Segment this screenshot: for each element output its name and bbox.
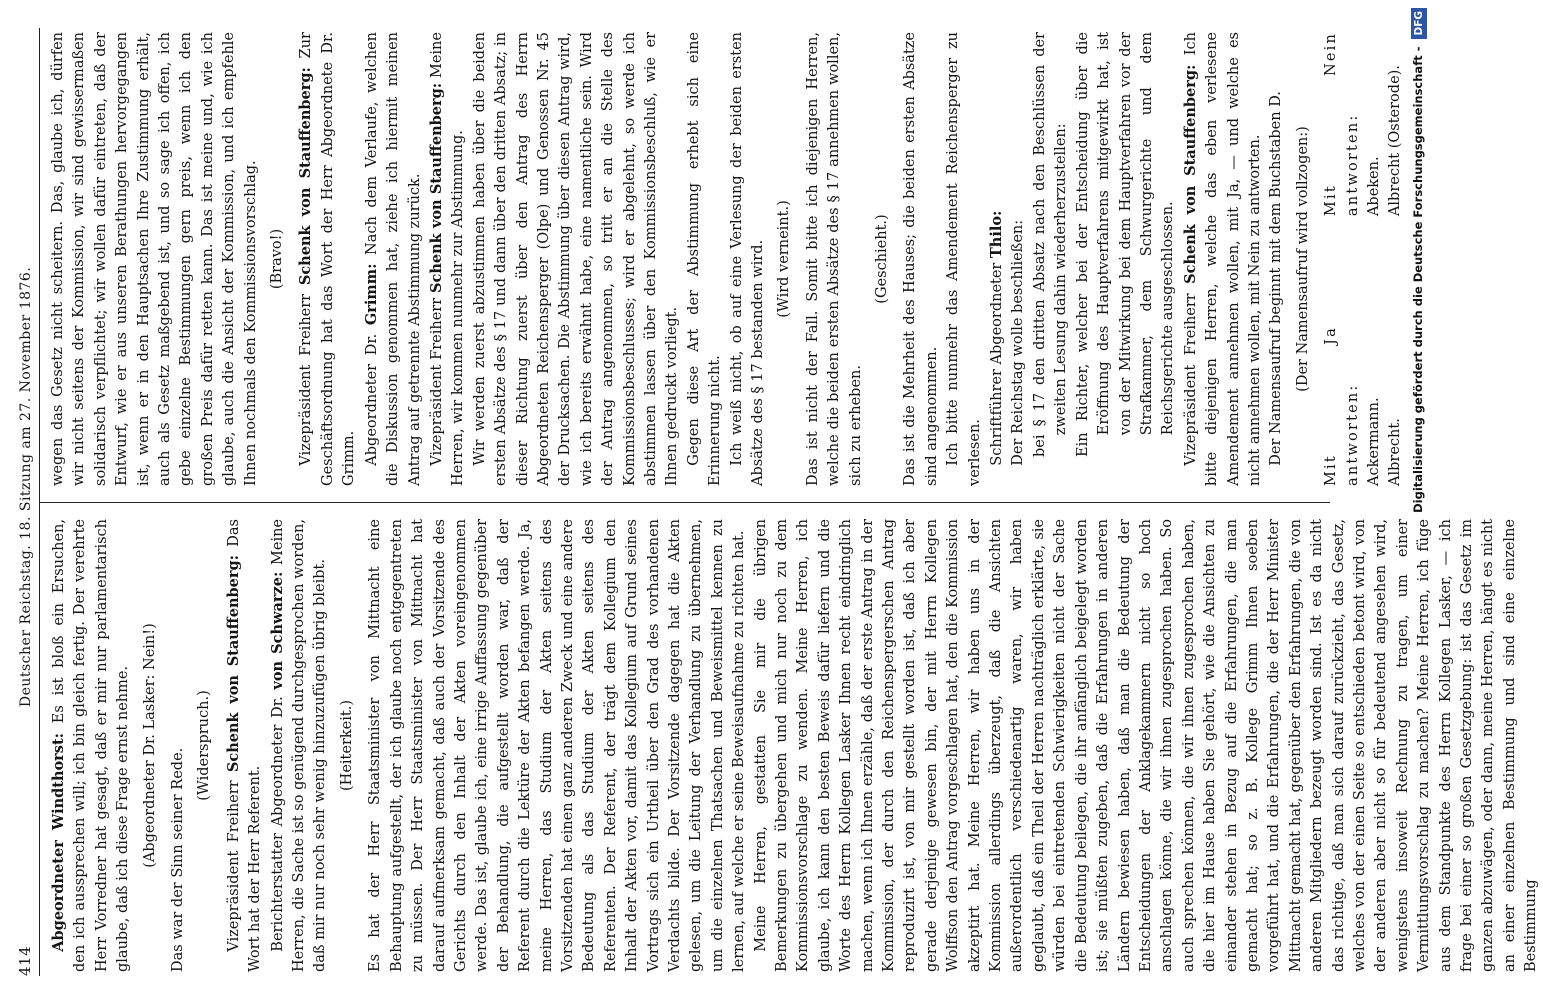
reaction: (Wird verneint.) [776,200,793,318]
paragraph: Abgeordneter Windthorst: Es ist bloß ein Ersuchen, den ich aussprechen will; ich bin gleich fertig. Der verehrte Herr Vorredner hat gesagt, daß er mir nur parlamentarisch glaube, daß ich diese Frage ernst nehme. [50,519,132,972]
paragraph: Schriftführer Abgeordneter Thilo: [988,210,1006,466]
paragraph: Berichterstatter Abgeordneter Dr. von Schwarze: Meine Herren, die Sache ist so genügend durchgesprochen worden, daß mir nur noch sehr wenig hinzuzufügen übrig bleibt. [268,518,329,972]
digitization-note [1407,8,1429,992]
roll-call-ja [1321,326,1407,486]
paragraph: Ich weiß nicht, ob auf eine Verlesung der beiden ersten Absätze des § 17 bestanden wird. [728,32,766,486]
page-number: 414 [16,945,34,976]
paragraph: Gegen diese Art der Abstimmung erhebt sich eine Erinnerung nicht. [685,32,724,486]
paragraph: Das war der Sinn seiner Rede. [170,747,187,972]
paragraph: Vizepräsident Freiherr Schenk von Stauffenberg: Ich bitte diejenigen Herren, welche das eben verlesene Amendement annehmen wollen, mit Ja, — und welche es nicht annehmen wollen, mit Nein zu antworten. [1181,32,1263,486]
roll-call [1321,32,1407,486]
left-column [40,502,1540,976]
reaction: (Der Namensaufruf wird vollzogen:) [1294,126,1311,392]
roll-call-nein [1321,32,1407,216]
interjection: (Abgeordneter Dr. Lasker: Nein!) [141,623,158,868]
paragraph: wegen das Gesetz nicht scheitern. Das, glaube ich, dürfen wir nicht seitens der Kommission, wir sind gewissermaßen solidarisch verpflichtet; wir wollen dafür eintreten, daß der Entwurf, wie er aus unseren Berathungen hervorgegangen ist, wenn er in den Hauptsachen Ihre Zustimmung erhält, auch als Gesetz maßgebend ist, und so sage ich offen, ich gebe einzelne Bestimmungen gern preis, wenn ich den großen Preis dafür retten kann. Das ist meine und, wie ich glaube, auch die Ansicht der Kommission, und ich empfehle Ihnen nochmals den Kommissionsvorschlag. [50,32,259,486]
paragraph: Es hat der Herr Staatsminister von Mittnacht eine Behauptung aufgestellt, der ich glaube noch entgegentreten zu müssen. Der Herr Staatsminister von Mittnacht hat darauf aufmerksam gemacht, daß auch der Vorsitzende des Gerichts durch den Inhalt der Akten voreingenommen werde. Das ist, glaube ich, eine irrige Auffassung gegenüber der Behandlung, die aufgestellt worden war, daß der Referent durch die Lektüre der Akten befangen werde. Ja, meine Herren, das Studium der Akten seitens des Vorsitzenden hat einen ganz anderen Zweck und eine andere Bedeutung als das Studium der Akten seitens des Referenten. Der Referent, der trägt dem Kollegium den Inhalt der Akten vor, damit das Kollegium auf Grund seines Vortrags sich ein Urtheil über den Grad des vorhandenen Verdachts bilde. Der Vorsitzende dagegen hat die Akten gelesen, um die Leitung der Verhandlung zu übernehmen, um die einzelnen Thatsachen und Beweismittel kennen zu lernen, auf welche er seine Beweisaufnahme zu richten hat. [367,519,748,972]
motion-text: bei § 17 den dritten Absatz nach den Beschlüssen der zweiten Lesung dahin wiederherzustellen: [1031,32,1070,457]
speaker-name: von Schwarze: [268,571,286,690]
speaker-name: Schenk von Stauffenberg: [297,67,315,286]
speaker-name: Thilo: [988,210,1006,259]
funding-note-text: Digitalisierung gefördert durch die Deutsche Forschungsgemeinschaft - [1411,42,1425,513]
paragraph: Der Namensaufruf beginnt mit dem Buchstaben D. [1268,91,1285,466]
paragraph: Wir werden zuerst abzustimmen haben über die beiden ersten Absätze des § 17 und dann über den dritten Absatz; in dieser Richtung zuerst über den Antrag des Herrn Abgeordneten Reichensperger (Olpe) und Genossen Nr. 45 der Drucksachen. Die Abstimmung über diesen Antrag wird, wie ich bereits erwähnt habe, eine namentliche sein. Wird der Antrag angenommen, so tritt er an die Stelle des Kommissionsbeschlusses; wird er abgelehnt, so werde ich abstimmen lassen über den Kommissionsbeschluß, wie er Ihnen gedruckt vorliegt. [471,32,681,486]
reaction: (Bravo!) [269,228,286,290]
paragraph: Abgeordneter Dr. Grimm: Nach dem Verlaufe, welchen die Diskussion genommen hat, ziehe ich hiermit meinen Antrag auf getrennte Abstimmung zurück. [362,32,423,486]
paragraph: Das ist nicht der Fall. Somit bitte ich diejenigen Herren, welche die beiden ersten Absätze des § 17 annehmen wollen, sich zu erheben. [804,32,864,486]
running-title: Deutscher Reichstag. 18. Sitzung am 27. November 1876. [18,266,34,708]
voter-name: Albrecht (Osterode). [1387,65,1404,217]
speaker-name: Schenk von Stauffenberg: [427,82,445,293]
ja-heading: Mit Ja antworten: [1323,326,1361,486]
paragraph: Das ist die Mehrheit des Hauses; die beiden ersten Absätze sind angenommen. [902,32,940,486]
voter-name: Abeken. [1365,156,1382,217]
dfg-logo: DFG [1411,8,1427,39]
paragraph: Vizepräsident Freiherr Schenk von Stauffenberg: Zur Geschäftsordnung hat das Wort der Herr Abgeordnete Dr. Grimm. [297,32,358,486]
reaction: (Geschieht.) [874,214,891,304]
paragraph: Meine Herren, gestatten Sie mir die übrigen Bemerkungen zu übergehen und mich nur noch zu dem Kommissionsvorschlage zu wenden. Meine Herren, ich glaube, ich kann den besten Beweis dafür liefern und die Worte des Herrn Kollegen Lasker Ihnen recht eindringlich machen, wenn ich Ihnen erzähle, daß der erste Antrag in der Kommission, der durch den Reichenspergerschen Antrag reproduzirt ist, von mir gestellt worden ist, daß ich aber gerade derjenige gewesen bin, der mit Herrn Kollegen Wolffson den Antrag vorgeschlagen hat, den die Kommission akzeptirt hat. Meine Herren, wir haben uns in der Kommission allerdings überzeugt, daß die Ansichten außerordentlich verschiedenartig waren, wir haben geglaubt, daß ein Theil der Herren nachträglich erklärte, sie würden bei eintretenden Schwierigkeiten nicht der Sache die Bedeutung beilegen, die ihr anfänglich beigelegt worden ist; sie müßten zugeben, daß die Erfahrungen in anderen Ländern bewiesen haben, daß man die Bedeutung der Entscheidungen der Anklagekammern nicht so hoch anschlagen könne, die wir ihnen zugesprochen haben. So auch sprechen können, die wir ihnen zugesprochen haben, die hier im Hause haben Sie gehört, wie die Ansichten zu einander stehen in Bezug auf die Erfahrungen, die man gemacht hat; so z. B. Kollege Grimm Ihnen soeben vorgeführt hat, und die Erfahrungen, die der Herr Minister Mittnacht gemacht hat, gegenüber den Erfahrungen, die von anderen Mitgliedern bezeugt worden sind. Ist es da nicht das richtige, daß man sich darauf zurückzieht, das Gesetz, welches von der einen Seite so entschieden betont wird, von der anderen aber nicht so für bedeutend angesehen wird, wenigstens insoweit Rechnung zu tragen, um einer Vermittlungsvorschlag zu machen? Meine Herren, ich füge aus dem Standpunkte des Herrn Kollegen Lasker, — ich frage bei einer so großen Gesetzgebung: ist das Gesetz im ganzen abzuwägen, oder dann, meine Herren, hängt es nicht an einer einzelnen Bestimmung und sind eine einzelne Bestimmung [752,519,1540,972]
paragraph: Vizepräsident Freiherr Schenk von Stauffenberg: Meine Herren, wir kommen nunmehr zur Abstimmung. [427,32,467,486]
reaction: (Heiterkeit.) [338,700,355,791]
paragraph: Ich bitte nunmehr das Amendement Reichensperger zu verlesen. [945,32,983,486]
motion-intro: Der Reichstag wolle beschließen: [1010,219,1027,466]
speaker-name: Schenk von Stauffenberg: [224,555,242,773]
motion-quote: Ein Richter, welcher bei der Entscheidung über die Eröffnung des Hauptverfahrens mitgewirkt hat, ist von der Mitwirkung bei dem Hauptverfahren vor der Strafkammer, dem Schwurgerichte und dem Reichsgerichte ausgeschlossen. [1074,32,1177,457]
right-column [40,28,1404,502]
speaker-name: Schenk von Stauffenberg: [1181,64,1199,284]
paragraph: Vizepräsident Freiherr Schenk von Stauffenberg: Das Wort hat der Herr Referent. [224,519,264,972]
speaker-name: Abgeordneter Windthorst: [50,732,67,952]
voter-name: Albrecht. [1387,418,1404,486]
reaction: (Widerspruch.) [196,690,213,801]
page-header [2,28,40,976]
speaker-name: Grimm: [362,263,380,326]
nein-heading: Mit Nein antworten: [1323,32,1361,217]
voter-name: Ackermann. [1365,397,1382,486]
